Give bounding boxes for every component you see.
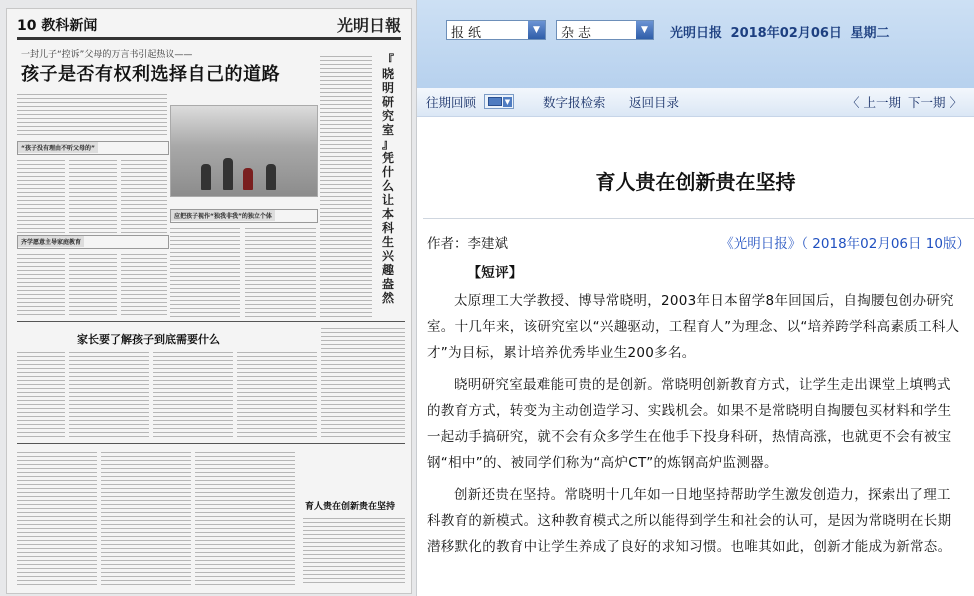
newspaper-header: [17, 15, 401, 40]
section-headline-2[interactable]: 家长要了解孩子到底需要什么: [77, 333, 220, 346]
article-source-link[interactable]: 《光明日报》（ 2018年02月06日 10版）: [720, 236, 970, 252]
chevron-down-icon[interactable]: ▼: [636, 21, 653, 39]
vertical-headline[interactable]: 『 晓 明 研 究 室 』 凭 什 么 让 本 科 生 兴 趣 盎 然: [381, 53, 394, 305]
issue-weekday: 星期二: [850, 26, 890, 41]
magazine-select[interactable]: [556, 20, 654, 40]
newspaper-masthead: 光明日報: [336, 16, 401, 35]
text-column: [195, 449, 295, 585]
section-headline-3[interactable]: 育人贵在创新贵在坚持: [305, 502, 396, 512]
newspaper-subtitle: 一封儿子“控诉”父母的万言书引起热议——: [21, 50, 193, 60]
photo-figure: [223, 158, 233, 190]
digital-search-link[interactable]: 数字报检索: [543, 95, 606, 110]
back-to-list-link[interactable]: 返回目录: [629, 95, 680, 110]
article-body: [427, 260, 963, 566]
newspaper-select[interactable]: [446, 20, 546, 40]
subhead-2: 齐学愿意主导家庭教育: [18, 236, 84, 247]
article-reader: [417, 0, 974, 596]
divider: [17, 321, 405, 322]
issue-date: 2018年02月06日: [730, 26, 842, 41]
page-number: 10 教科新闻: [17, 18, 98, 34]
text-column: [237, 349, 317, 439]
text-column: [17, 449, 97, 585]
text-column: [245, 225, 316, 317]
news-photo: [170, 105, 318, 197]
text-column: [101, 449, 191, 585]
text-column: [17, 157, 65, 233]
article-author: 作者：李建斌: [427, 236, 508, 252]
newspaper-page-image[interactable]: [0, 0, 417, 596]
photo-figure: [201, 164, 211, 190]
newspaper-select-label: 报纸: [451, 26, 486, 41]
calendar-icon: [488, 97, 502, 106]
nav-bar: [417, 88, 974, 117]
subhead-box-1: [17, 141, 169, 155]
text-column: [17, 349, 65, 439]
chevron-down-icon[interactable]: ▼: [528, 21, 545, 39]
text-column: [17, 91, 167, 137]
article-paragraph: 晓明研究室最难能可贵的是创新。常晓明创新教育方式，让学生走出课堂上填鸭式的教育方式，转变为主动创造学习、实践机会。如果不是常晓明自掏腰包买材料和学生一起动手搞研究，就不会有众多学生在他手下投身科研，热情高涨，也就更不会有被宝钢“相中”的、被同学们称为“高炉CT”的炼钢高炉监测器。: [427, 377, 952, 471]
calendar-picker[interactable]: [484, 94, 514, 109]
article-tag: 【短评】: [467, 265, 523, 281]
newspaper-headline[interactable]: 孩子是否有权利选择自己的道路: [21, 64, 280, 85]
magazine-select-label: 杂志: [561, 26, 596, 41]
text-column: [321, 325, 405, 439]
prev-issue-link[interactable]: 〈 上一期: [847, 95, 901, 110]
text-column: [121, 157, 167, 233]
newspaper-sheet: [6, 8, 412, 594]
text-column: [69, 251, 117, 317]
text-column: [153, 349, 233, 439]
next-issue-link[interactable]: 下一期 〉: [908, 95, 962, 110]
article-paragraph: 创新还贵在坚持。常晓明十几年如一日地坚持帮助学生激发创造力，探索出了理工科教育的新模式。这种教育模式之所以能得到学生和社会的认可，是因为常晓明在长期潜移默化的教育中让学生养成了良好的求知习惯。也唯其如此，创新才能成为新常态。: [427, 487, 952, 555]
text-column: [303, 515, 405, 585]
subhead-box-3: [170, 209, 318, 223]
chevron-down-icon: ▼: [504, 98, 511, 106]
text-column: [69, 349, 149, 439]
text-column: [17, 251, 65, 317]
subhead-box-2: [17, 235, 169, 249]
byline-bar: [423, 218, 974, 259]
photo-figure: [243, 168, 253, 190]
back-issues-link[interactable]: 往期回顾: [426, 95, 477, 110]
divider: [17, 443, 405, 444]
issue-info: [670, 22, 893, 41]
subhead-1: “孩子没有理由不听父母的”: [18, 142, 98, 153]
article-paragraph: 太原理工大学教授、博导常晓明，2003年日本留学8年回国后，自掏腰包创办研究室。十几年来，该研究室以“兴趣驱动，工程育人”为理念、以“培养跨学科高素质工科人才”为目标，累计培养优秀毕业生200多名。: [427, 293, 960, 361]
subhead-3: 应把孩子视作“独我非我”的独立个体: [171, 210, 275, 221]
top-toolbar: [417, 0, 974, 88]
article-title: 育人贵在创新贵在坚持: [595, 170, 796, 194]
paper-name: 光明日报: [670, 26, 723, 41]
text-column: [320, 53, 372, 317]
text-column: [170, 225, 240, 317]
photo-figure: [266, 164, 276, 190]
text-column: [121, 251, 167, 317]
text-column: [69, 157, 117, 233]
